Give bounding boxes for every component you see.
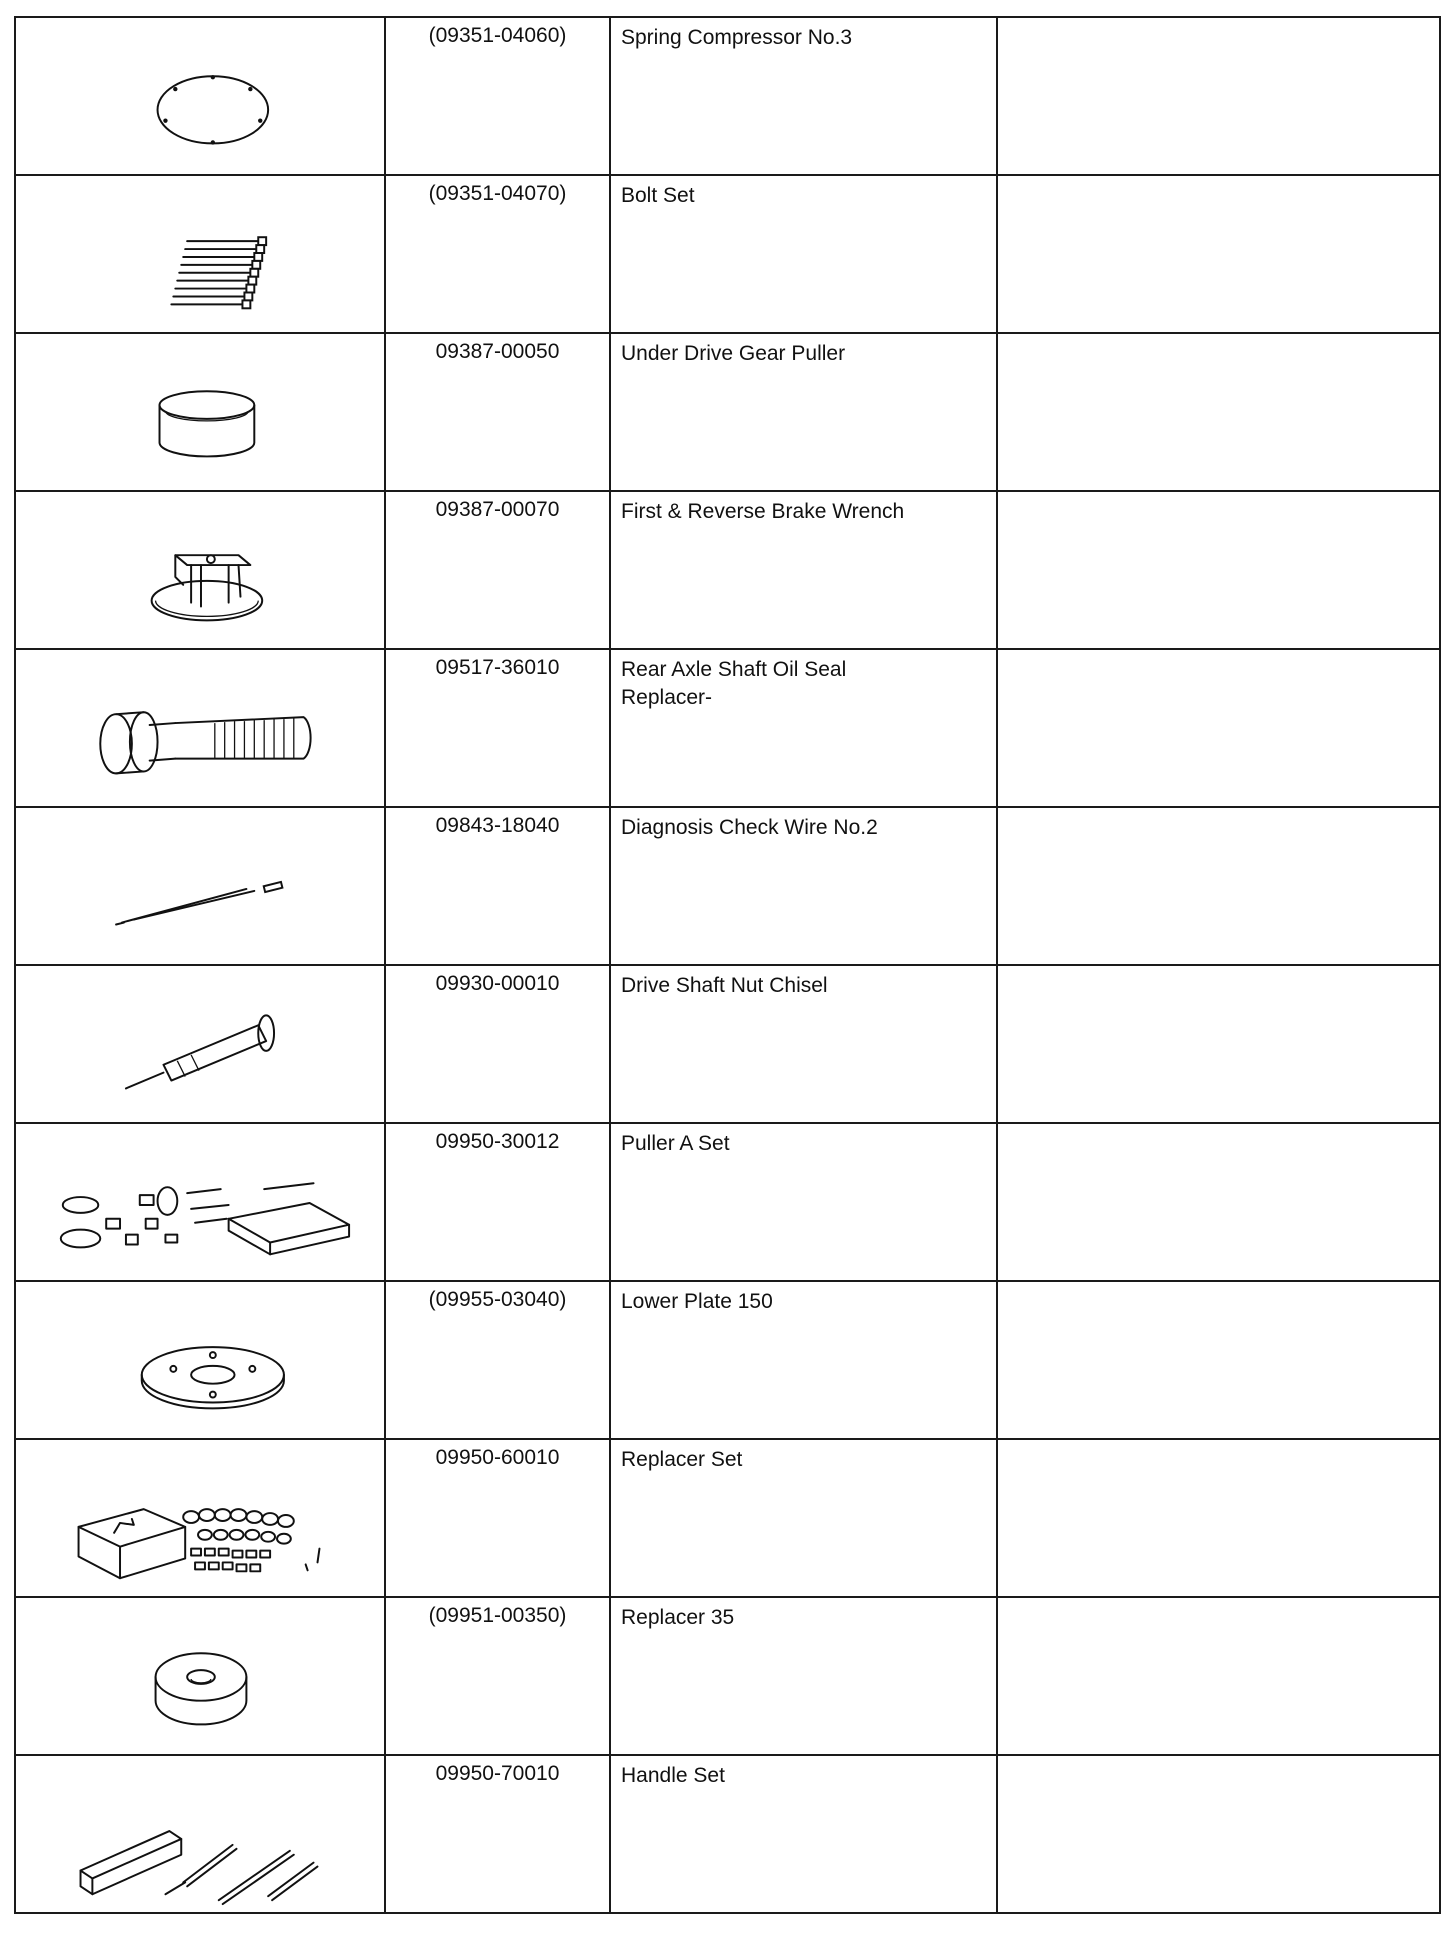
tool-illustration (15, 965, 385, 1123)
replacer-set-icon (16, 1440, 384, 1596)
table-row (15, 17, 1440, 175)
table-row (15, 175, 1440, 333)
part-number: 09950-70010 (385, 1755, 610, 1913)
puller-set-icon (16, 1124, 384, 1280)
tool-name: Puller A Set (610, 1123, 997, 1281)
note-cell (997, 333, 1440, 491)
tool-illustration (15, 1439, 385, 1597)
tool-name: Lower Plate 150 (610, 1281, 997, 1439)
check-wire-icon (16, 808, 384, 964)
tool-illustration (15, 649, 385, 807)
tool-illustration (15, 807, 385, 965)
tool-name: Replacer Set (610, 1439, 997, 1597)
part-number: 09950-30012 (385, 1123, 610, 1281)
table-row (15, 1597, 1440, 1755)
replacer-disc-icon (16, 1598, 384, 1754)
bolt-set-icon (16, 176, 384, 332)
tool-illustration (15, 175, 385, 333)
chisel-icon (16, 966, 384, 1122)
lower-plate-icon (16, 1282, 384, 1438)
tool-name: Diagnosis Check Wire No.2 (610, 807, 997, 965)
part-number: 09517-36010 (385, 649, 610, 807)
note-cell (997, 491, 1440, 649)
part-number: (09951-00350) (385, 1597, 610, 1755)
special-tools-table (14, 16, 1441, 1914)
brake-wrench-icon (16, 492, 384, 648)
note-cell (997, 649, 1440, 807)
tool-name: Replacer 35 (610, 1597, 997, 1755)
part-number: 09387-00070 (385, 491, 610, 649)
table-row (15, 807, 1440, 965)
tool-illustration (15, 333, 385, 491)
note-cell (997, 1281, 1440, 1439)
tool-name: Bolt Set (610, 175, 997, 333)
part-number: 09950-60010 (385, 1439, 610, 1597)
part-number: (09955-03040) (385, 1281, 610, 1439)
tool-illustration (15, 1755, 385, 1913)
special-tools-sheet (14, 16, 1439, 1914)
tool-name: Spring Compressor No.3 (610, 17, 997, 175)
spring-compressor-ring-icon (16, 18, 384, 174)
tool-name: Rear Axle Shaft Oil Seal Replacer- (610, 649, 997, 807)
part-number: 09387-00050 (385, 333, 610, 491)
tool-illustration (15, 1597, 385, 1755)
note-cell (997, 807, 1440, 965)
table-row (15, 649, 1440, 807)
note-cell (997, 1123, 1440, 1281)
note-cell (997, 175, 1440, 333)
table-row (15, 1281, 1440, 1439)
note-cell (997, 17, 1440, 175)
part-number: (09351-04070) (385, 175, 610, 333)
note-cell (997, 1755, 1440, 1913)
note-cell (997, 1597, 1440, 1755)
note-cell (997, 1439, 1440, 1597)
part-number: 09843-18040 (385, 807, 610, 965)
tool-illustration (15, 1123, 385, 1281)
tool-illustration (15, 1281, 385, 1439)
table-row (15, 491, 1440, 649)
gear-puller-sleeve-icon (16, 334, 384, 490)
table-row (15, 965, 1440, 1123)
table-row (15, 333, 1440, 491)
tool-illustration (15, 17, 385, 175)
tool-name: Handle Set (610, 1755, 997, 1913)
part-number: (09351-04060) (385, 17, 610, 175)
tool-name: First & Reverse Brake Wrench (610, 491, 997, 649)
handle-set-icon (16, 1756, 384, 1912)
tool-name: Under Drive Gear Puller (610, 333, 997, 491)
tool-illustration (15, 491, 385, 649)
part-number: 09930-00010 (385, 965, 610, 1123)
table-row (15, 1755, 1440, 1913)
table-row (15, 1123, 1440, 1281)
table-row (15, 1439, 1440, 1597)
tool-name: Drive Shaft Nut Chisel (610, 965, 997, 1123)
oil-seal-replacer-icon (16, 650, 384, 806)
note-cell (997, 965, 1440, 1123)
